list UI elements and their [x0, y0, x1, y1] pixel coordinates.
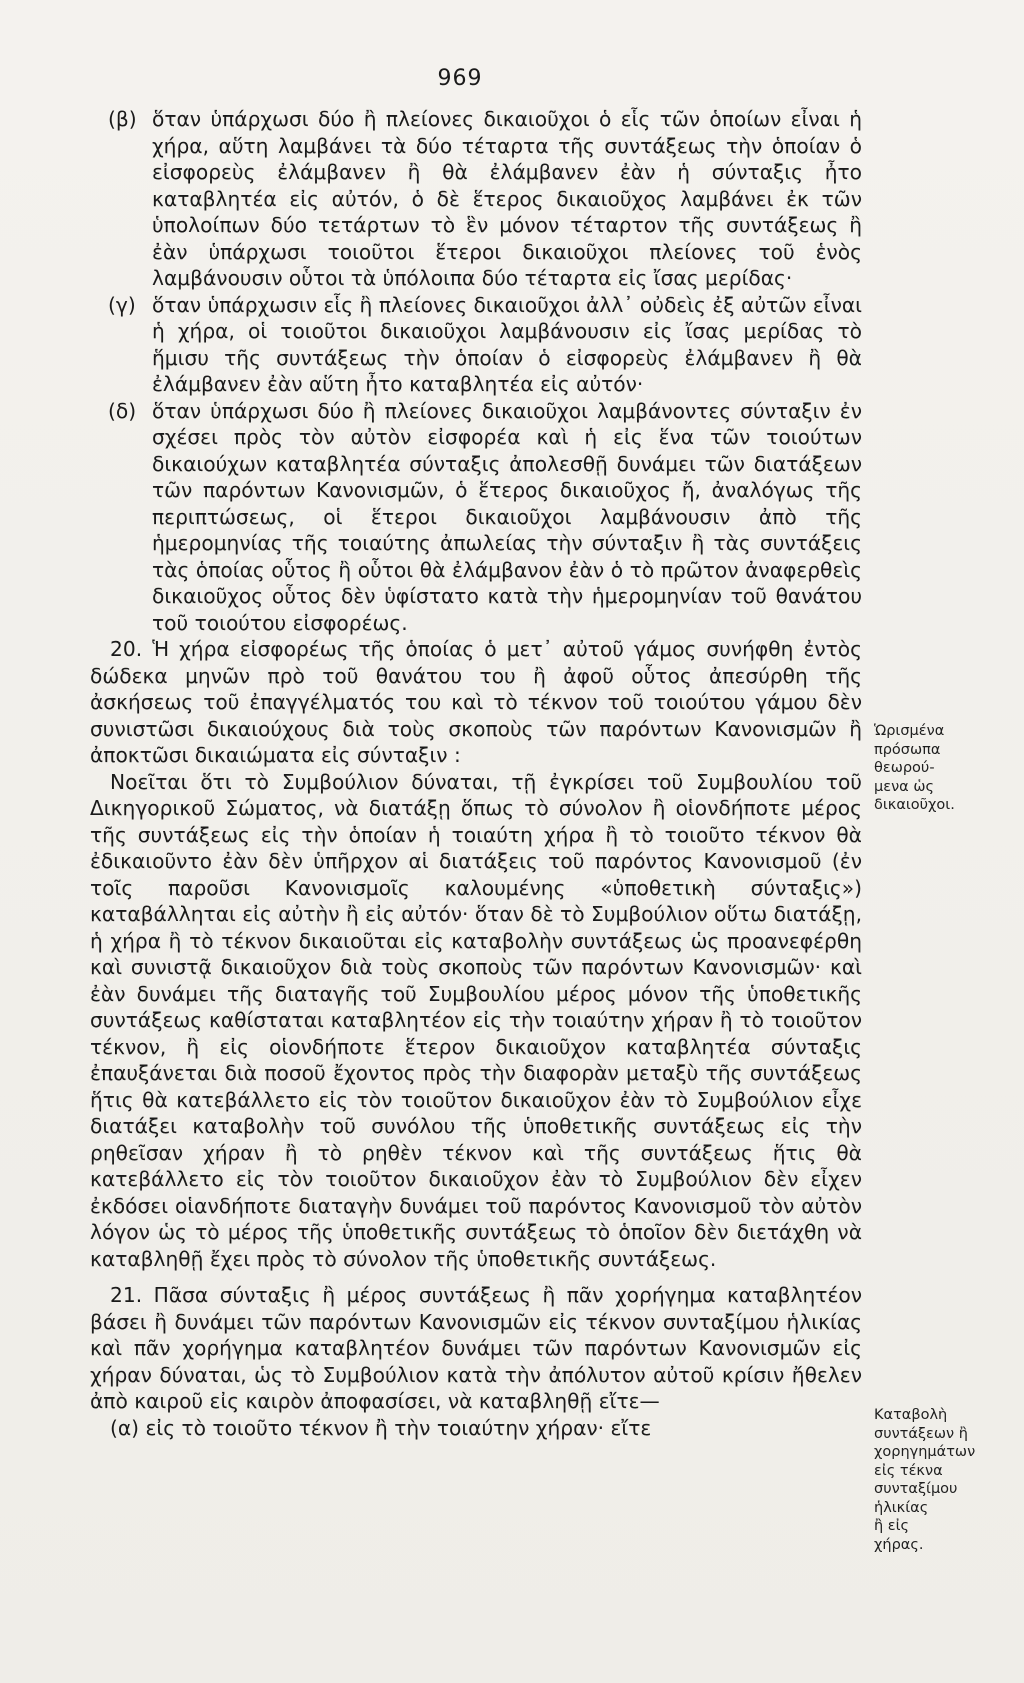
section-20-proviso	[90, 769, 862, 1273]
clause-d-text: ὅταν ὑπάρχωσι δύο ἢ πλείονες δικαιοῦχοι λαμβάνοντες σύνταξιν ἐν σχέσει πρὸς τὸν αὐτὸν εἰσφορέα καὶ ἡ εἰς ἕνα τῶν τοιούτων δικαιούχων καταβλητέα σύνταξις ἀπολεσθῇ δυνάμει τῶν διατάξεων τῶν παρόντων Κανονισμῶν, ὁ ἕτερος δικαιοῦχος ἤ, ἀναλόγως τῆς περιπτώσεως, οἱ ἕτεροι δικαιοῦχοι λαμβάνουσιν ἀπὸ τῆς ἡμερομηνίας τῆς τοιαύτης ἀπωλείας τὴν σύνταξιν ἢ τὰς συντάξεις τὰς ὁποίας οὗτος ἢ οὗτοι θὰ ἐλάμβανον ἐὰν ὁ τὸ πρῶτον ἀναφερθεὶς δικαιοῦχος οὗτος δὲν ὑφίστατο κατὰ τὴν ἡμερομηνίαν τοῦ θανάτου τοῦ τοιούτου εἰσφορέως.	[152, 398, 862, 635]
margin-note-line: πρόσωπα	[874, 741, 941, 758]
margin-note-line: εἰς τέκνα	[874, 1462, 943, 1479]
margin-note-line: χορηγημάτων	[874, 1444, 976, 1460]
margin-note-line: Καταβολὴ	[874, 1407, 948, 1423]
margin-note-section-21	[874, 1406, 1006, 1554]
clause-d-marker: (δ)	[108, 398, 137, 423]
clause-c-text: ὅταν ὑπάρχωσιν εἷς ἢ πλείονες δικαιοῦχοι ἀλλ᾽ οὐδεὶς ἐξ αὐτῶν εἶναι ἡ χήρα, οἱ τοιοῦτοι δικαιοῦχοι λαμβάνουσιν εἰς ἴσας μερίδας τὸ ἥμισυ τῆς συντάξεως τὴν ὁποίαν ὁ εἰσφορεὺς ἐλάμβανεν ἢ θὰ ἐλάμβανεν ἐὰν αὕτη ἦτο καταβλητέα εἰς αὐτόν·	[152, 292, 862, 396]
section-21-text: Πᾶσα σύνταξις ἢ μέρος συντάξεως ἢ πᾶν χορήγημα καταβλητέον βάσει ἢ δυνάμει τῶν παρόντων Κανονισμῶν εἰς τέκνον συνταξίμου ἡλικίας καὶ πᾶν χορήγημα καταβλητέον δυνάμει τῶν παρόντων Κανονισμῶν εἰς χήραν δύναται, ὡς τὸ Συμβούλιον κατὰ τὴν ἀπόλυτον αὐτοῦ κρίσιν ἤθελεν ἀπὸ καιροῦ εἰς καιρὸν ἀποφασίσει, νὰ καταβληθῇ εἴτε—	[90, 1283, 862, 1413]
page-number: 969	[437, 66, 483, 91]
main-text-column	[90, 106, 862, 1441]
section-20	[90, 636, 862, 769]
clause-a-text: εἰς τὸ τοιοῦτο τέκνον ἢ τὴν τοιαύτην χήραν· εἴτε	[145, 1415, 652, 1440]
spacer	[90, 1272, 862, 1282]
margin-note-line: συνταξίμου	[874, 1481, 958, 1497]
clause-a-marker: (α)	[110, 1415, 140, 1440]
margin-note-line: ἡλικίας	[874, 1499, 929, 1516]
section-20-proviso-text: Νοεῖται ὅτι τὸ Συμβούλιον δύναται, τῇ ἐγκρίσει τοῦ Συμβουλίου τοῦ Δικηγορικοῦ Σώματος, νὰ διατάξῃ ὅπως τὸ σύνολον ἢ οἱονδήποτε μέρος τῆς συντάξεως εἰς τὴν ὁποίαν ἡ τοιαύτη χήρα ἢ τὸ τοιοῦτο τέκνον θὰ ἐδικαιοῦντο ἐὰν δὲν ὑπῆρχον αἱ διατάξεις τοῦ παρόντος Κανονισμοῦ (ἐν τοῖς παροῦσι Κανονισμοῖς καλουμένης «ὑποθετικὴ σύνταξις») καταβάλληται εἰς αὐτὴν ἢ εἰς αὐτόν· ὅταν δὲ τὸ Συμβούλιον οὕτω διατάξῃ, ἡ χήρα ἢ τὸ τέκνον δικαιοῦται εἰς καταβολὴν συντάξεως ὡς προανεφέρθη καὶ συνιστᾷ δικαιοῦχον διὰ τοὺς σκοποὺς τῶν παρόντων Κανονισμῶν· καὶ ἐὰν δυνάμει τῆς διαταγῆς τοῦ Συμβουλίου μέρος μόνον τῆς ὑποθετικῆς συντάξεως καθίσταται καταβλητέον εἰς τὴν τοιαύτην χήραν ἢ τὸ τοιοῦτον τέκνον, ἢ εἰς οἱονδήποτε ἕτερον δικαιοῦχον καταβλητέα σύνταξις ἐπαυξάνεται διὰ ποσοῦ ἔχοντος πρὸς τὴν διαφορὰν μεταξὺ τῆς συντάξεως ἥτις θὰ κατεβάλλετο εἰς τὸν τοιοῦτον δικαιοῦχον ἐὰν τὸ Συμβούλιον εἶχε διατάξει καταβολὴν τοῦ συνόλου τῆς ὑποθετικῆς συντάξεως εἰς τὴν ρηθεῖσαν χήραν ἢ τὸ ρηθὲν τέκνον καὶ τῆς συντάξεως ἥτις θὰ κατεβάλλετο εἰς τὸν τοιοῦτον δικαιοῦχον ἐὰν τὸ Συμβούλιον δὲν εἶχεν ἐκδόσει οἱανδήποτε διαταγὴν δυνάμει τοῦ παρόντος Κανονισμοῦ τὸν αὐτὸν λόγον ὡς τὸ μέρος τῆς ὑποθετικῆς συντάξεως τὸ ὁποῖον δὲν διετάχθη νὰ καταβληθῇ ἔχει πρὸς τὸ σύνολον τῆς ὑποθετικῆς συντάξεως.	[90, 769, 862, 1271]
clause-b	[90, 106, 862, 292]
clause-b-marker: (β)	[108, 107, 137, 131]
clause-b-text: ὅταν ὑπάρχωσι δύο ἢ πλείονες δικαιοῦχοι ὁ εἷς τῶν ὁποίων εἶναι ἡ χήρα, αὕτη λαμβάνει τὰ δύο τέταρτα τῆς συντάξεως τὴν ὁποίαν ὁ εἰσφορεὺς ἐλάμβανεν ἢ θὰ ἐλάμβανεν ἐὰν ἡ σύνταξις ἦτο καταβλητέα εἰς αὐτόν, ὁ δὲ ἕτερος δικαιοῦχος λαμβάνει ἐκ τῶν ὑπολοίπων δύο τετάρτων τὸ ἓν μόνον τέταρτον τῆς συντάξεως ἢ ἐὰν ὑπάρχωσι τοιοῦτοι ἕτεροι δικαιοῦχοι πλείονες τοῦ ἑνὸς λαμβάνουσιν οὗτοι τὰ ὑπόλοιπα δύο τέταρτα εἰς ἴσας μερίδας·	[152, 107, 862, 290]
section-21	[90, 1282, 862, 1415]
margin-note-line: χήρας.	[874, 1536, 924, 1553]
section-20-number: 20.	[110, 637, 143, 661]
margin-note-line: θεωρού-	[874, 760, 935, 776]
margin-note-line: ἢ εἰς	[874, 1518, 910, 1534]
clause-a	[90, 1415, 862, 1442]
margin-note-line: μενα ὡς	[874, 778, 934, 795]
margin-note-line: δικαιοῦχοι.	[874, 797, 955, 813]
clause-d	[90, 398, 862, 637]
clause-c	[90, 292, 862, 398]
margin-note-line: Ὡρισμένα	[874, 723, 945, 739]
clause-c-marker: (γ)	[108, 292, 136, 317]
margin-note-line: συντάξεων ἢ	[874, 1425, 968, 1442]
section-20-text: Ἡ χήρα εἰσφορέως τῆς ὁποίας ὁ μετ᾽ αὐτοῦ γάμος συνήφθη ἐντὸς δώδεκα μηνῶν πρὸ τοῦ θανάτου του ἢ ἀφοῦ οὗτος ἀπεσύρθη τῆς ἀσκήσεως τοῦ ἐπαγγέλματός του καὶ τὸ τέκνον τοῦ τοιούτου γάμου δὲν συνιστῶσι δικαιούχους διὰ τοὺς σκοποὺς τῶν παρόντων Κανονισμῶν ἢ ἀποκτῶσι δικαιώματα εἰς σύνταξιν :	[90, 637, 862, 767]
margin-note-section-20	[874, 722, 1006, 815]
section-21-number: 21.	[110, 1283, 143, 1307]
